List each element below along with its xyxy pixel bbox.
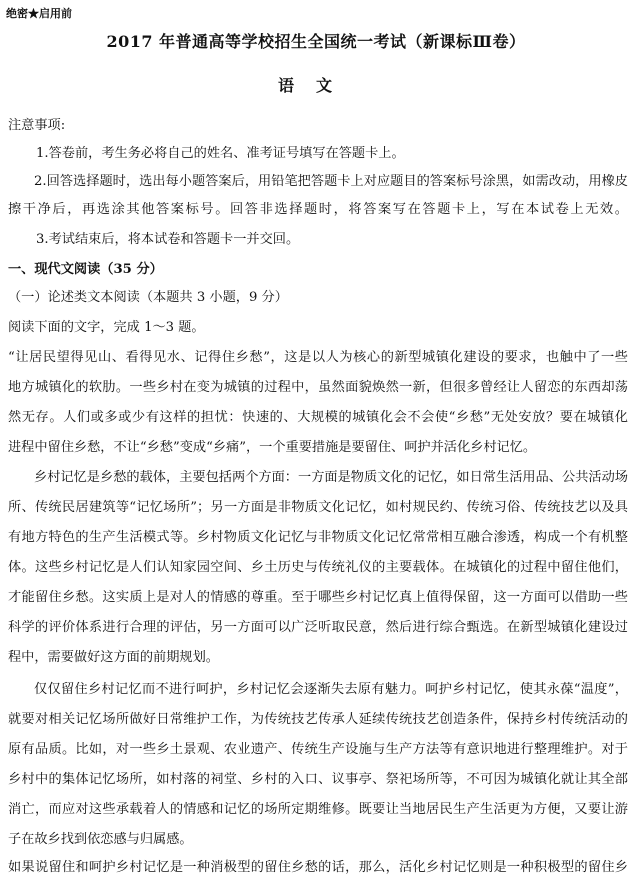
passage-line: 地方城镇化的软肋。一些乡村在变为城镇的过程中，虽然面貌焕然一新，但很多曾经让人留恋的东西却荡	[8, 380, 628, 395]
passage-line: 体。这些乡村记忆是人们认知家园空间、乡土历史与传统礼仪的主要载体。在城镇化的过程中留住他们，	[8, 560, 628, 575]
passage-line: 原有品质。比如，对一些乡土景观、农业遗产、传统生产设施与生产方法等有意识地进行整理维护。对于	[8, 742, 628, 757]
section-sub-heading: （一）论述类文本阅读（本题共 3 小题，9 分）	[8, 290, 288, 305]
passage-line: 乡村记忆是乡愁的载体，主要包括两个方面：一方面是物质文化的记忆，如日常生活用品、公共活动场	[34, 470, 628, 485]
passage-line: 仅仅留住乡村记忆而不进行呵护，乡村记忆会逐渐失去原有魅力。呵护乡村记忆，使其永葆“温度”，	[34, 682, 628, 697]
passage-line: 程中，需要做好这方面的前期规划。	[8, 650, 219, 665]
passage-line: 消亡，而应对这些承载着人的情感和记忆的场所定期维修。既要让当地居民生产生活更为方便，又要让游	[8, 802, 628, 817]
passage-line: 有地方特色的生产生活模式等。乡村物质文化记忆与非物质文化记忆常常相互融合渗透，构成一个有机整	[8, 530, 628, 545]
notice-item-2: 2.回答选择题时，选出每小题答案后，用铅笔把答题卡上对应题目的答案标号涂黑，如需改动，用橡皮	[34, 174, 628, 189]
passage-line: 然无存。人们或多或少有这样的担忧：快速的、大规模的城镇化会不会使“乡愁”无处安放？要在城镇化	[8, 410, 628, 425]
passage-line: 如果说留住和呵护乡村记忆是一种消极型的留住乡愁的话，那么，活化乡村记忆则是一种积极型的留住乡	[8, 860, 628, 875]
notice-item-3: 3.考试结束后，将本试卷和答题卡一并交回。	[36, 232, 300, 247]
notice-heading: 注意事项:	[8, 118, 66, 133]
passage-line: 子在故乡找到依恋感与归属感。	[8, 832, 193, 847]
passage-line: 才能留住乡愁。这实质上是对人的情感的尊重。至于哪些乡村记忆真上值得保留，这一方面可以借助一些	[8, 590, 628, 605]
secret-mark: 绝密★启用前	[6, 7, 72, 20]
passage-line: 乡村中的集体记忆场所，如村落的祠堂、乡村的入口、议事亭、祭祀场所等，不可因为城镇化就让其全部	[8, 772, 628, 787]
passage-line: 就要对相关记忆场所做好日常维护工作，为传统技艺传承人延续传统技艺创造条件，保持乡村传统活动的	[8, 712, 628, 727]
section-heading: 一、现代文阅读（35 分）	[8, 262, 163, 277]
passage-line: 进程中留住乡愁，不让“乡愁”变成“乡痛”，一个重要措施是要留住、呵护并活化乡村记忆。	[8, 440, 537, 455]
section-instruction: 阅读下面的文字，完成 1～3 题。	[8, 320, 205, 335]
notice-item-2-cont: 擦干净后，再选涂其他答案标号。回答非选择题时，将答案写在答题卡上，写在本试卷上无效。	[8, 202, 628, 217]
passage-line: 所、传统民居建筑等“记忆场所”；另一方面是非物质文化记忆，如村规民约、传统习俗、传统技艺以及具	[8, 500, 628, 515]
notice-item-1: 1.答卷前，考生务必将自己的姓名、准考证号填写在答题卡上。	[36, 146, 405, 161]
passage-line: 科学的评价体系进行合理的评估，另一方面可以广泛听取民意，然后进行综合甄选。在新型城镇化建设过	[8, 620, 628, 635]
exam-title: 2017 年普通高等学校招生全国统一考试（新课标Ⅲ卷）	[106, 32, 526, 51]
subject-title: 语文	[277, 76, 354, 95]
passage-line: “让居民望得见山、看得见水、记得住乡愁”，这是以人为核心的新型城镇化建设的要求，也触中了一些	[8, 350, 628, 365]
